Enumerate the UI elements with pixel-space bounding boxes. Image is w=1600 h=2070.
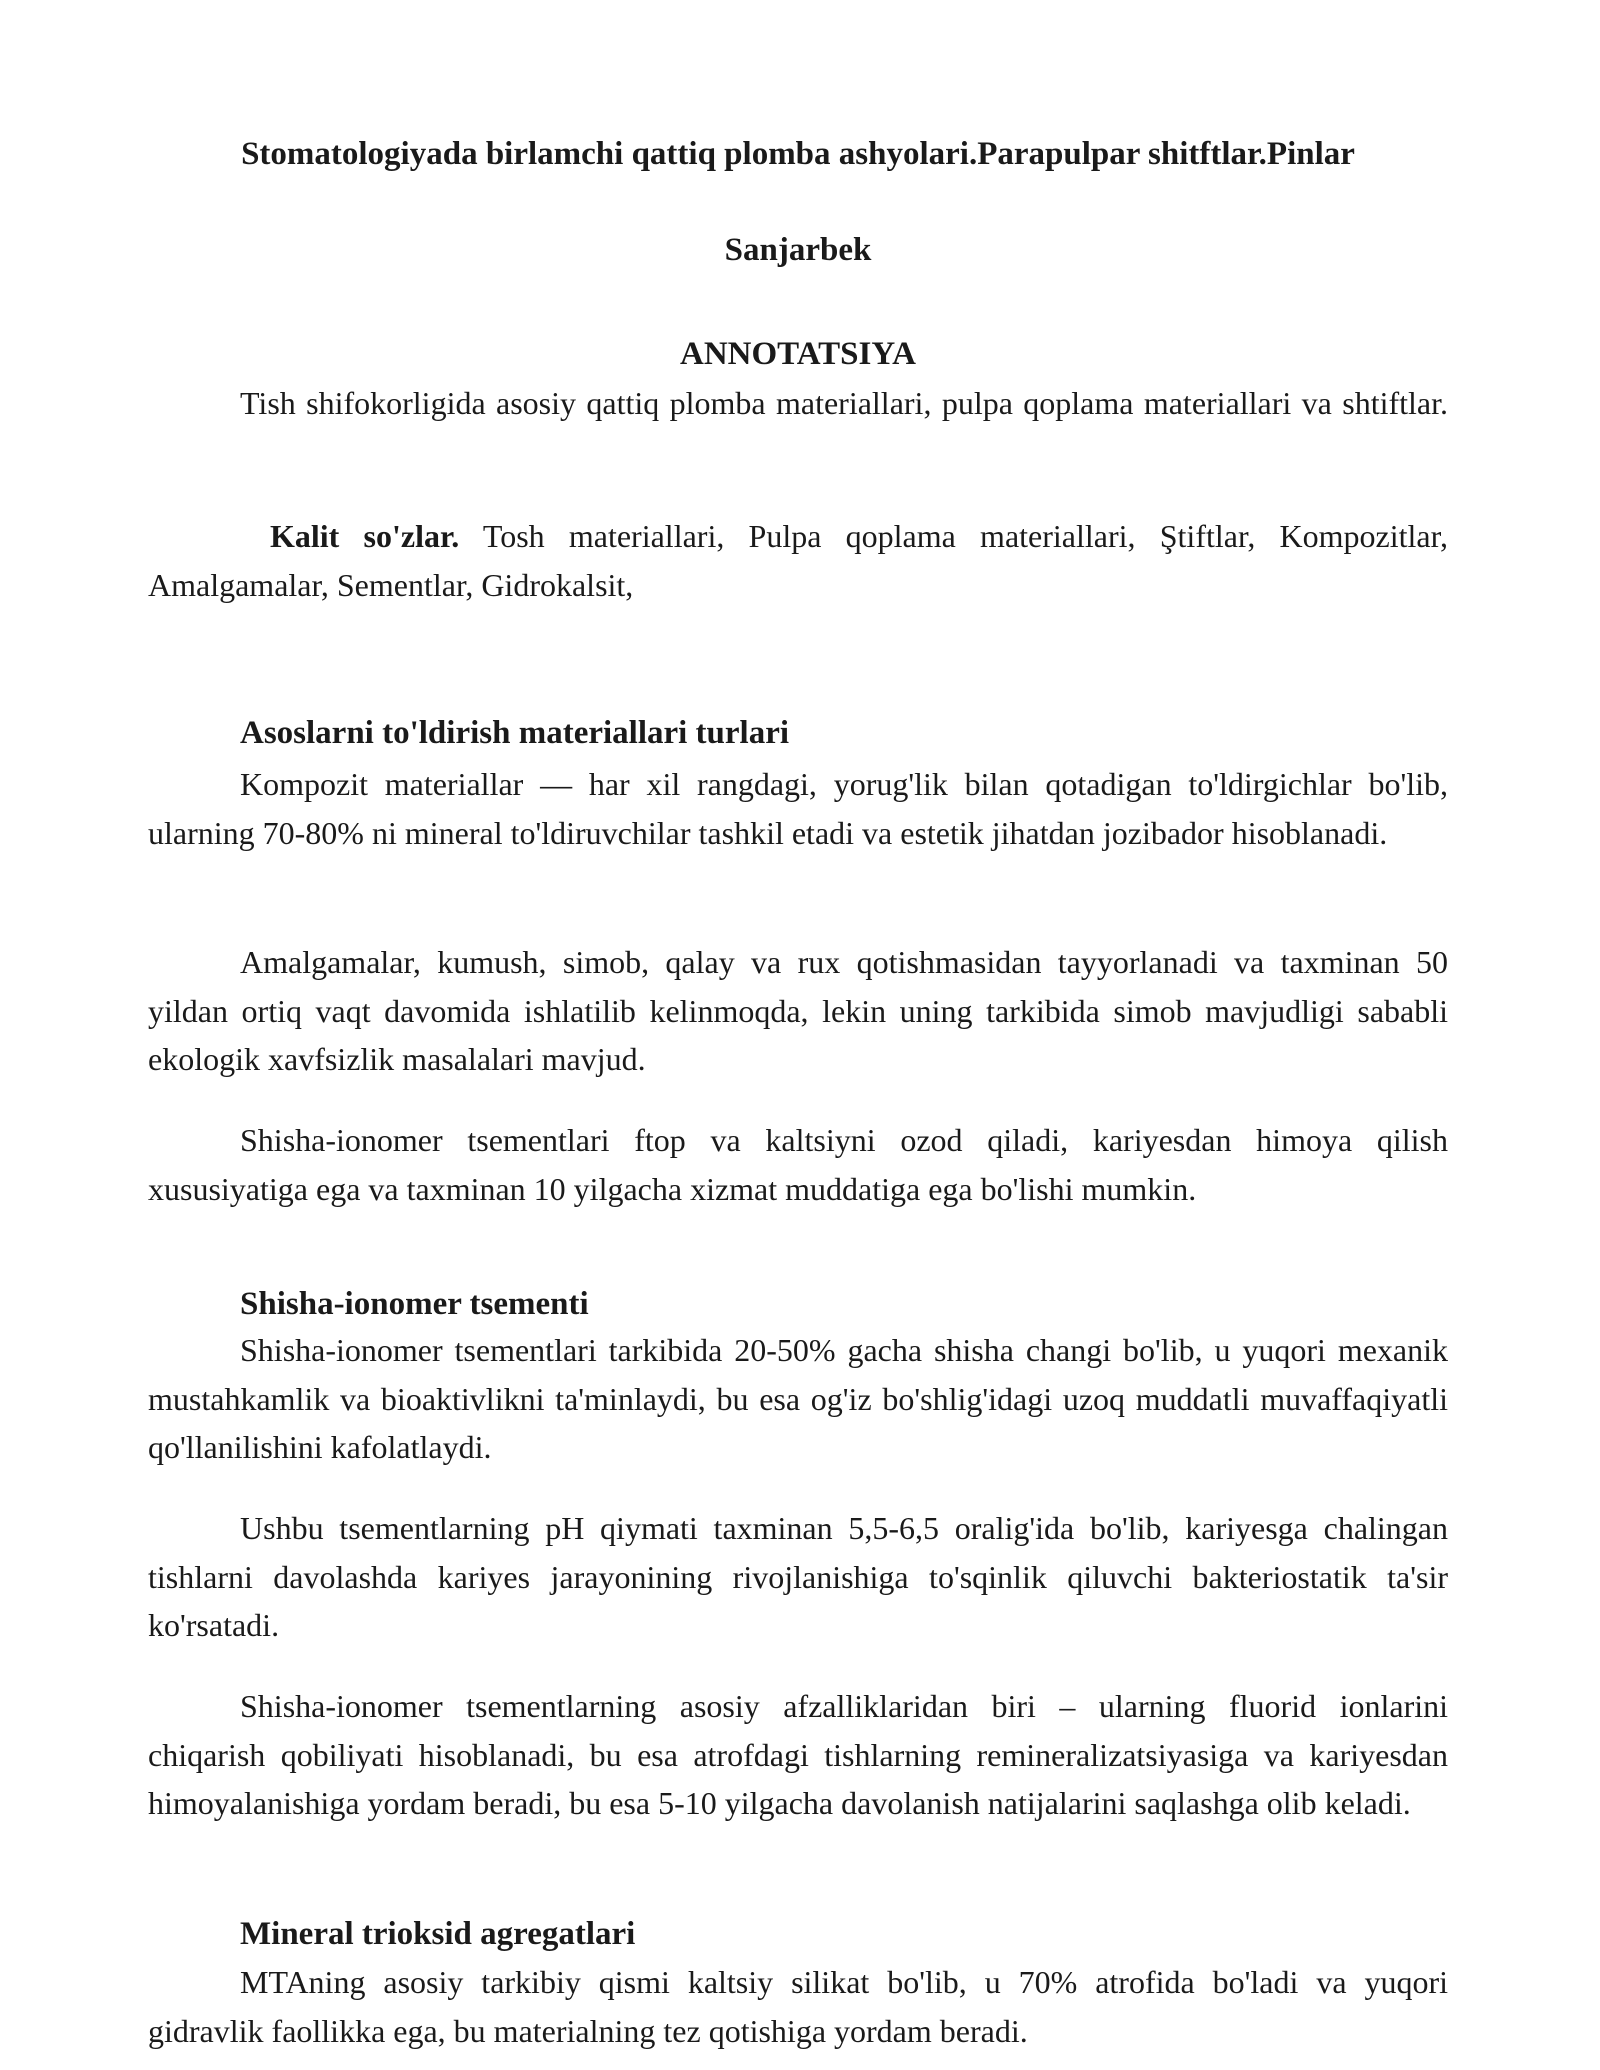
keywords-label: Kalit so'zlar. <box>270 518 460 554</box>
keywords-paragraph <box>148 512 1448 609</box>
paragraph-glass-ionomer-intro: Shisha-ionomer tsementlari ftop va kaltsiyni ozod qiladi, kariyesdan himoya qilish xususiyatiga ega va taxminan 10 yilgacha xizmat muddatiga ega bo'lishi mumkin. <box>148 1122 1448 1207</box>
document-title: Stomatologiyada birlamchi qattiq plomba ashyolari.Parapulpar shitftlar.Pinlar <box>241 136 1355 172</box>
keywords-text: Tosh materiallari, Pulpa qoplama materiallari, Ştiftlar, Kompozitlar, Amalgamalar, Sementlar, Gidrokalsit, <box>148 518 1449 603</box>
paragraph-mta: MTAning asosiy tarkibiy qismi kaltsiy silikat bo'lib, u 70% atrofida bo'ladi va yuqori gidravlik faollikka ega, bu materialning tez qotishiga yordam beradi. <box>148 1964 1448 2049</box>
paragraph-glass-ionomer-composition: Shisha-ionomer tsementlari tarkibida 20-50% gacha shisha changi bo'lib, u yuqori mexanik mustahkamlik va bioaktivlikni ta'minlaydi, bu esa og'iz bo'shlig'idagi uzoq muddatli muvaffaqiyatli qo'llanilishini kafolatlaydi. <box>148 1332 1448 1465</box>
annotation-heading: ANNOTATSIYA <box>680 336 916 372</box>
paragraph-glass-ionomer-ph: Ushbu tsementlarning pH qiymati taxminan 5,5-6,5 oralig'ida bo'lib, kariyesga chalingan tishlarni davolashda kariyes jarayonining rivojlanishiga to'sqinlik qiluvchi bakteriostatik ta'sir ko'rsatadi. <box>148 1510 1448 1643</box>
annotation-paragraph: Tish shifokorligida asosiy qattiq plomba materiallari, pulpa qoplama materiallari va shtiftlar. <box>240 385 1448 421</box>
author-name: Sanjarbek <box>724 232 872 268</box>
section-heading-base-materials: Asoslarni to'ldirish materiallari turlari <box>240 715 790 751</box>
paragraph-glass-ionomer-fluoride: Shisha-ionomer tsementlarning asosiy afzalliklaridan biri – ularning fluorid ionlarini chiqarish qobiliyati hisoblanadi, bu esa atrofdagi tishlarning remineralizatsiyasiga va kariyesdan himoyalanishiga yordam beradi, bu esa 5-10 yilgacha davolanish natijalarini saqlashga olib keladi. <box>148 1688 1448 1821</box>
section-heading-glass-ionomer: Shisha-ionomer tsementi <box>240 1286 589 1322</box>
section-heading-mta: Mineral trioksid agregatlari <box>240 1916 636 1952</box>
paragraph-amalgams: Amalgamalar, kumush, simob, qalay va rux qotishmasidan tayyorlanadi va taxminan 50 yildan ortiq vaqt davomida ishlatilib kelinmoqda, lekin uning tarkibida simob mavjudligi sababli ekologik xavfsizlik masalalari mavjud. <box>148 944 1448 1077</box>
paragraph-composites: Kompozit materiallar — har xil rangdagi, yorug'lik bilan qotadigan to'ldirgichlar bo'lib, ularning 70-80% ni mineral to'ldiruvchilar tashkil etadi va estetik jihatdan jozibador hisoblanadi. <box>148 766 1448 851</box>
